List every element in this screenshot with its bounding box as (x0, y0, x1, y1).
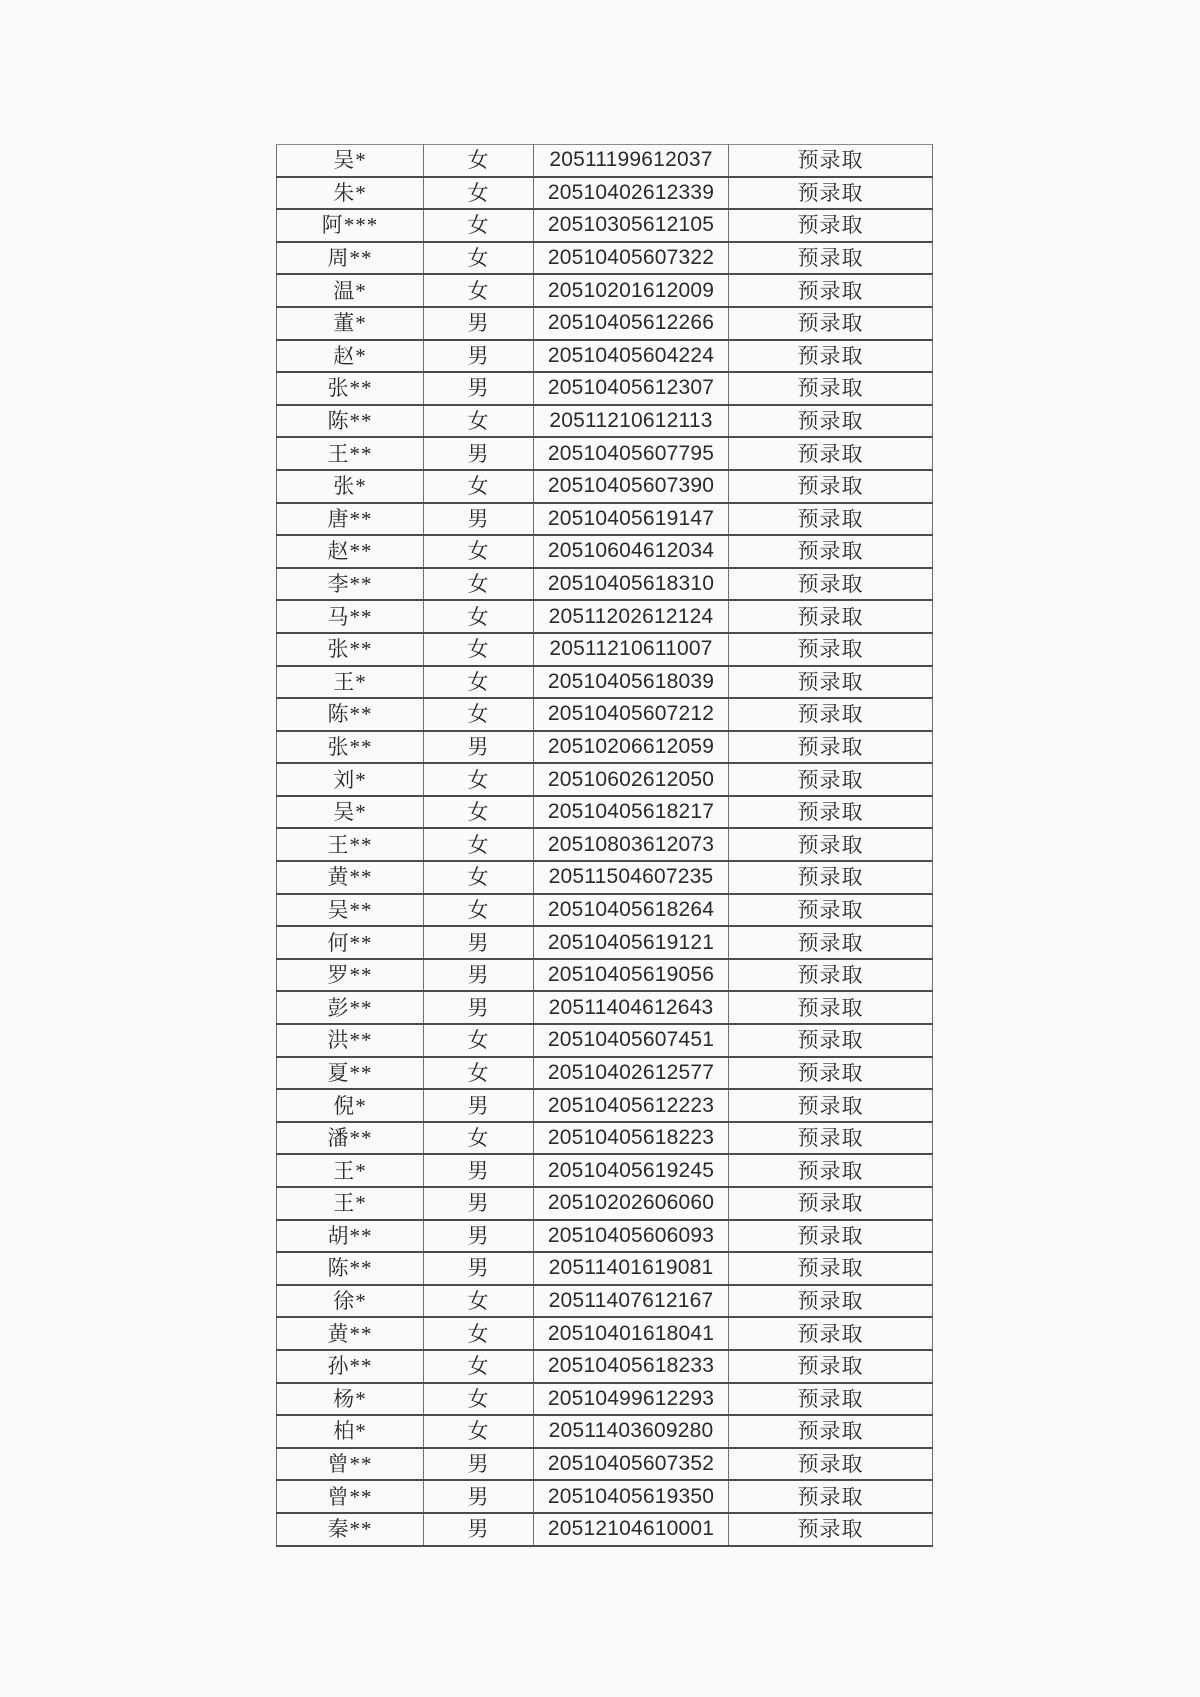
table-row (277, 1154, 933, 1187)
gender-cell: 女 (424, 1122, 534, 1155)
gender-cell: 女 (424, 1057, 534, 1090)
exam-number-cell: 20510201612009 (534, 274, 729, 307)
table-row (277, 242, 933, 275)
status-cell: 预录取 (729, 894, 933, 927)
status-cell: 预录取 (729, 535, 933, 568)
name-cell: 彭** (277, 991, 424, 1024)
exam-number-cell: 20510206612059 (534, 731, 729, 764)
gender-cell: 男 (424, 503, 534, 536)
name-cell: 杨* (277, 1383, 424, 1416)
gender-cell: 男 (424, 1513, 534, 1546)
table-row (277, 372, 933, 405)
table-row (277, 1057, 933, 1090)
name-cell: 吴* (277, 796, 424, 829)
gender-cell: 男 (424, 991, 534, 1024)
status-cell: 预录取 (729, 1220, 933, 1253)
status-cell: 预录取 (729, 600, 933, 633)
exam-number-cell: 20510602612050 (534, 763, 729, 796)
table-row (277, 1415, 933, 1448)
status-cell: 预录取 (729, 242, 933, 275)
status-cell: 预录取 (729, 209, 933, 242)
gender-cell: 女 (424, 274, 534, 307)
table-row (277, 1024, 933, 1057)
gender-cell: 男 (424, 1154, 534, 1187)
table-row (277, 1122, 933, 1155)
table-row (277, 828, 933, 861)
gender-cell: 男 (424, 340, 534, 373)
name-cell: 王* (277, 1154, 424, 1187)
table-row (277, 1089, 933, 1122)
name-cell: 李** (277, 568, 424, 601)
table-row (277, 698, 933, 731)
table-row (277, 1187, 933, 1220)
exam-number-cell: 20510401618041 (534, 1317, 729, 1350)
admission-roster-table (276, 144, 933, 1547)
status-cell: 预录取 (729, 405, 933, 438)
gender-cell: 女 (424, 861, 534, 894)
table-row (277, 959, 933, 992)
name-cell: 吴** (277, 894, 424, 927)
exam-number-cell: 20510803612073 (534, 828, 729, 861)
exam-number-cell: 20510405618039 (534, 666, 729, 699)
name-cell: 秦** (277, 1513, 424, 1546)
table-row (277, 1448, 933, 1481)
status-cell: 预录取 (729, 1252, 933, 1285)
status-cell: 预录取 (729, 1415, 933, 1448)
name-cell: 王** (277, 437, 424, 470)
table-row (277, 568, 933, 601)
gender-cell: 女 (424, 209, 534, 242)
exam-number-cell: 20512104610001 (534, 1513, 729, 1546)
exam-number-cell: 20511210612113 (534, 405, 729, 438)
table-row (277, 763, 933, 796)
name-cell: 倪* (277, 1089, 424, 1122)
gender-cell: 男 (424, 437, 534, 470)
status-cell: 预录取 (729, 568, 933, 601)
name-cell: 王* (277, 1187, 424, 1220)
table-row (277, 600, 933, 633)
exam-number-cell: 20510405612223 (534, 1089, 729, 1122)
exam-number-cell: 20510405612307 (534, 372, 729, 405)
gender-cell: 女 (424, 1024, 534, 1057)
status-cell: 预录取 (729, 177, 933, 210)
table-row (277, 503, 933, 536)
name-cell: 王** (277, 828, 424, 861)
exam-number-cell: 20511403609280 (534, 1415, 729, 1448)
roster-table-body (277, 145, 933, 1546)
table-row (277, 470, 933, 503)
gender-cell: 女 (424, 568, 534, 601)
name-cell: 张** (277, 372, 424, 405)
name-cell: 张* (277, 470, 424, 503)
status-cell: 预录取 (729, 307, 933, 340)
exam-number-cell: 20510405618223 (534, 1122, 729, 1155)
status-cell: 预录取 (729, 340, 933, 373)
exam-number-cell: 20511199612037 (534, 145, 729, 177)
table-row (277, 1480, 933, 1513)
exam-number-cell: 20510202606060 (534, 1187, 729, 1220)
status-cell: 预录取 (729, 926, 933, 959)
table-row (277, 633, 933, 666)
name-cell: 唐** (277, 503, 424, 536)
gender-cell: 女 (424, 535, 534, 568)
name-cell: 夏** (277, 1057, 424, 1090)
table-row (277, 1252, 933, 1285)
gender-cell: 女 (424, 1350, 534, 1383)
gender-cell: 男 (424, 1220, 534, 1253)
gender-cell: 女 (424, 698, 534, 731)
exam-number-cell: 20510405619245 (534, 1154, 729, 1187)
name-cell: 吴* (277, 145, 424, 177)
table-row (277, 405, 933, 438)
status-cell: 预录取 (729, 763, 933, 796)
name-cell: 陈** (277, 405, 424, 438)
table-row (277, 1383, 933, 1416)
table-row (277, 535, 933, 568)
exam-number-cell: 20510405618264 (534, 894, 729, 927)
status-cell: 预录取 (729, 437, 933, 470)
exam-number-cell: 20510402612577 (534, 1057, 729, 1090)
gender-cell: 女 (424, 470, 534, 503)
name-cell: 董* (277, 307, 424, 340)
status-cell: 预录取 (729, 698, 933, 731)
status-cell: 预录取 (729, 633, 933, 666)
status-cell: 预录取 (729, 796, 933, 829)
exam-number-cell: 20510405604224 (534, 340, 729, 373)
table-row (277, 731, 933, 764)
table-row (277, 1285, 933, 1318)
gender-cell: 男 (424, 307, 534, 340)
name-cell: 柏* (277, 1415, 424, 1448)
name-cell: 徐* (277, 1285, 424, 1318)
name-cell: 马** (277, 600, 424, 633)
name-cell: 黄** (277, 1317, 424, 1350)
gender-cell: 女 (424, 405, 534, 438)
exam-number-cell: 20510405618233 (534, 1350, 729, 1383)
gender-cell: 女 (424, 828, 534, 861)
name-cell: 罗** (277, 959, 424, 992)
name-cell: 洪** (277, 1024, 424, 1057)
table-row (277, 861, 933, 894)
table-row (277, 926, 933, 959)
gender-cell: 女 (424, 600, 534, 633)
gender-cell: 男 (424, 1448, 534, 1481)
name-cell: 胡** (277, 1220, 424, 1253)
table-row (277, 437, 933, 470)
exam-number-cell: 20510405619121 (534, 926, 729, 959)
gender-cell: 女 (424, 633, 534, 666)
name-cell: 阿*** (277, 209, 424, 242)
gender-cell: 女 (424, 763, 534, 796)
status-cell: 预录取 (729, 1383, 933, 1416)
status-cell: 预录取 (729, 1122, 933, 1155)
exam-number-cell: 20510604612034 (534, 535, 729, 568)
exam-number-cell: 20510405619147 (534, 503, 729, 536)
status-cell: 预录取 (729, 1480, 933, 1513)
gender-cell: 男 (424, 731, 534, 764)
exam-number-cell: 20511407612167 (534, 1285, 729, 1318)
name-cell: 张** (277, 633, 424, 666)
name-cell: 孙** (277, 1350, 424, 1383)
table-row (277, 1513, 933, 1546)
status-cell: 预录取 (729, 1154, 933, 1187)
exam-number-cell: 20510405619350 (534, 1480, 729, 1513)
table-row (277, 307, 933, 340)
status-cell: 预录取 (729, 828, 933, 861)
table-row (277, 796, 933, 829)
exam-number-cell: 20510305612105 (534, 209, 729, 242)
name-cell: 赵** (277, 535, 424, 568)
name-cell: 刘* (277, 763, 424, 796)
status-cell: 预录取 (729, 731, 933, 764)
exam-number-cell: 20510405618217 (534, 796, 729, 829)
table-row (277, 894, 933, 927)
status-cell: 预录取 (729, 959, 933, 992)
status-cell: 预录取 (729, 861, 933, 894)
gender-cell: 男 (424, 959, 534, 992)
name-cell: 陈** (277, 698, 424, 731)
table-row (277, 177, 933, 210)
table-row (277, 340, 933, 373)
gender-cell: 男 (424, 1187, 534, 1220)
table-row (277, 1220, 933, 1253)
exam-number-cell: 20511202612124 (534, 600, 729, 633)
gender-cell: 女 (424, 1285, 534, 1318)
name-cell: 赵* (277, 340, 424, 373)
gender-cell: 男 (424, 926, 534, 959)
exam-number-cell: 20511504607235 (534, 861, 729, 894)
gender-cell: 女 (424, 177, 534, 210)
exam-number-cell: 20510402612339 (534, 177, 729, 210)
exam-number-cell: 20511401619081 (534, 1252, 729, 1285)
exam-number-cell: 20510405607352 (534, 1448, 729, 1481)
table-row (277, 209, 933, 242)
status-cell: 预录取 (729, 372, 933, 405)
exam-number-cell: 20510405607795 (534, 437, 729, 470)
status-cell: 预录取 (729, 1285, 933, 1318)
status-cell: 预录取 (729, 145, 933, 177)
table-row (277, 991, 933, 1024)
exam-number-cell: 20510405607212 (534, 698, 729, 731)
status-cell: 预录取 (729, 470, 933, 503)
name-cell: 王* (277, 666, 424, 699)
status-cell: 预录取 (729, 666, 933, 699)
name-cell: 朱* (277, 177, 424, 210)
exam-number-cell: 20510499612293 (534, 1383, 729, 1416)
status-cell: 预录取 (729, 1024, 933, 1057)
gender-cell: 女 (424, 666, 534, 699)
exam-number-cell: 20511404612643 (534, 991, 729, 1024)
status-cell: 预录取 (729, 1350, 933, 1383)
table-row (277, 666, 933, 699)
name-cell: 黄** (277, 861, 424, 894)
name-cell: 温* (277, 274, 424, 307)
status-cell: 预录取 (729, 1089, 933, 1122)
name-cell: 曾** (277, 1480, 424, 1513)
gender-cell: 男 (424, 1089, 534, 1122)
status-cell: 预录取 (729, 1317, 933, 1350)
name-cell: 张** (277, 731, 424, 764)
table-row (277, 1317, 933, 1350)
gender-cell: 女 (424, 1317, 534, 1350)
name-cell: 周** (277, 242, 424, 275)
exam-number-cell: 20510405607390 (534, 470, 729, 503)
exam-number-cell: 20510405618310 (534, 568, 729, 601)
gender-cell: 女 (424, 242, 534, 275)
gender-cell: 女 (424, 796, 534, 829)
status-cell: 预录取 (729, 503, 933, 536)
gender-cell: 女 (424, 1383, 534, 1416)
name-cell: 潘** (277, 1122, 424, 1155)
status-cell: 预录取 (729, 1057, 933, 1090)
exam-number-cell: 20510405607451 (534, 1024, 729, 1057)
gender-cell: 男 (424, 372, 534, 405)
status-cell: 预录取 (729, 1513, 933, 1546)
gender-cell: 男 (424, 1480, 534, 1513)
table-row (277, 1350, 933, 1383)
gender-cell: 女 (424, 1415, 534, 1448)
table-row (277, 145, 933, 177)
status-cell: 预录取 (729, 991, 933, 1024)
gender-cell: 女 (424, 145, 534, 177)
exam-number-cell: 20511210611007 (534, 633, 729, 666)
gender-cell: 女 (424, 894, 534, 927)
gender-cell: 男 (424, 1252, 534, 1285)
name-cell: 曾** (277, 1448, 424, 1481)
table-row (277, 274, 933, 307)
exam-number-cell: 20510405612266 (534, 307, 729, 340)
status-cell: 预录取 (729, 1187, 933, 1220)
name-cell: 陈** (277, 1252, 424, 1285)
exam-number-cell: 20510405606093 (534, 1220, 729, 1253)
exam-number-cell: 20510405619056 (534, 959, 729, 992)
status-cell: 预录取 (729, 274, 933, 307)
status-cell: 预录取 (729, 1448, 933, 1481)
name-cell: 何** (277, 926, 424, 959)
exam-number-cell: 20510405607322 (534, 242, 729, 275)
admission-table-container (276, 144, 932, 1547)
